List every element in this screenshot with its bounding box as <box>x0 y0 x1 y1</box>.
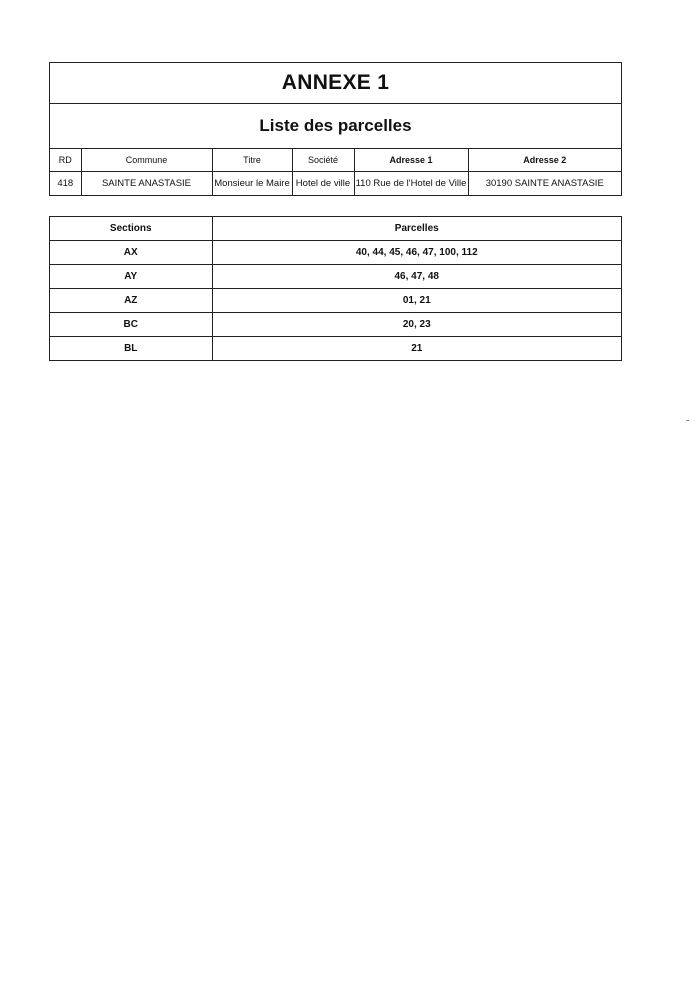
cell-rd: 418 <box>50 172 81 196</box>
parcels-table <box>50 217 621 360</box>
table-row <box>50 172 621 196</box>
table-row <box>50 313 621 337</box>
recipient-table <box>50 149 621 195</box>
header-sections: Sections <box>50 217 212 241</box>
cell-titre: Monsieur le Maire <box>212 172 292 196</box>
scan-mark <box>686 420 689 421</box>
cell-adresse-1: 110 Rue de l'Hotel de Ville <box>354 172 468 196</box>
section-cell: BC <box>50 313 212 337</box>
page-title: ANNEXE 1 <box>50 63 621 104</box>
parcels-cell: 46, 47, 48 <box>212 265 621 289</box>
header-titre: Titre <box>212 149 292 172</box>
table-row <box>50 241 621 265</box>
header-parcelles: Parcelles <box>212 217 621 241</box>
table-row <box>50 337 621 361</box>
section-cell: AX <box>50 241 212 265</box>
header-commune: Commune <box>81 149 212 172</box>
section-cell: BL <box>50 337 212 361</box>
cell-adresse-2: 30190 SAINTE ANASTASIE <box>485 178 604 189</box>
parcels-cell: 40, 44, 45, 46, 47, 100, 112 <box>212 241 621 265</box>
section-cell: AY <box>50 265 212 289</box>
table-row <box>50 265 621 289</box>
table-row <box>50 289 621 313</box>
cell-societe: Hotel de ville <box>292 172 354 196</box>
header-societe: Société <box>292 149 354 172</box>
parcels-block <box>49 216 622 361</box>
annex-header-block <box>49 62 622 196</box>
page-subtitle: Liste des parcelles <box>50 104 621 149</box>
header-rd: RD <box>50 149 81 172</box>
section-cell: AZ <box>50 289 212 313</box>
parcels-cell: 20, 23 <box>212 313 621 337</box>
parcels-cell: 01, 21 <box>212 289 621 313</box>
parcels-cell: 21 <box>411 343 423 354</box>
header-adresse-2: Adresse 2 <box>468 149 621 172</box>
header-adresse-1: Adresse 1 <box>354 149 468 172</box>
recipient-table-header <box>50 149 621 172</box>
parcels-table-header <box>50 217 621 241</box>
cell-commune: SAINTE ANASTASIE <box>81 172 212 196</box>
